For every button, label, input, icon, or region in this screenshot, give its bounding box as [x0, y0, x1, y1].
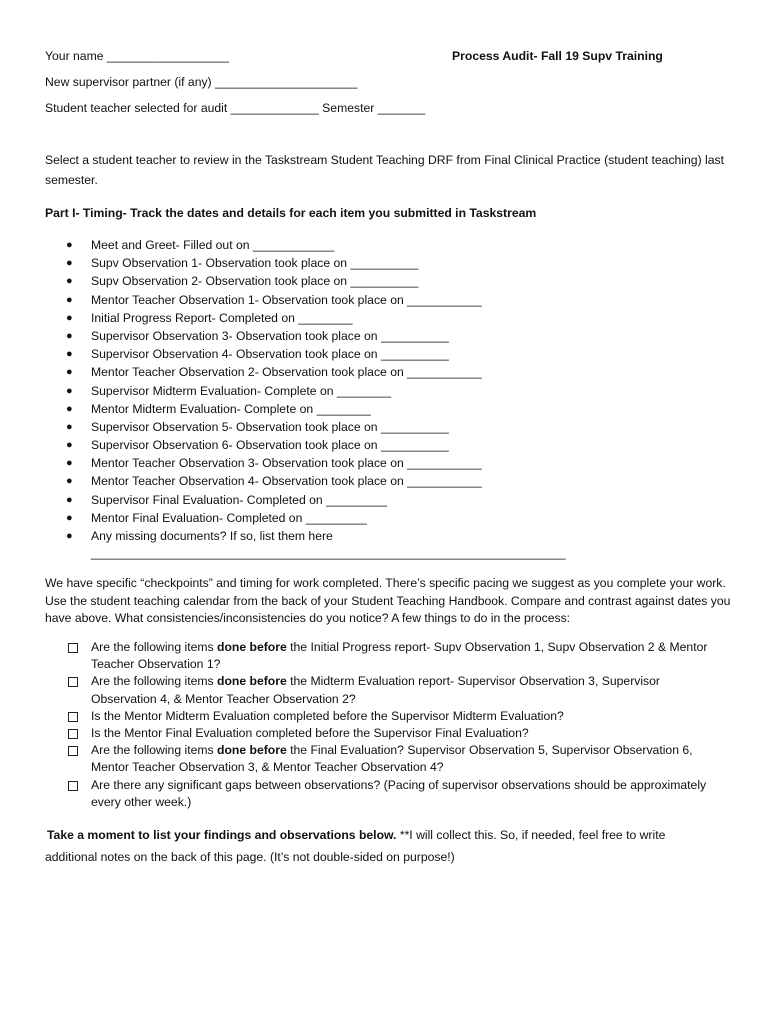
list-item: ● Supervisor Observation 3- Observation took place on __________: [0, 327, 482, 345]
list-item: ● Meet and Greet- Filled out on ____________: [0, 236, 482, 254]
list-item: ● Mentor Teacher Observation 4- Observation took place on ___________: [0, 472, 482, 490]
closing-instruction: Take a moment to list your findings and observations below.: [47, 828, 397, 842]
document-title: Process Audit- Fall 19 Supv Training: [452, 49, 663, 63]
checklist-item: Are there any significant gaps between observations? (Pacing of supervisor observations should be approximately every other week.): [0, 777, 721, 811]
checkbox-icon[interactable]: [68, 746, 78, 756]
checkbox-icon[interactable]: [68, 781, 78, 791]
missing-documents-line: ______________________________________________________________________: [91, 546, 566, 560]
list-item: ● Any missing documents? If so, list them here: [0, 527, 482, 545]
list-item: ● Supervisor Observation 5- Observation took place on __________: [0, 418, 482, 436]
closing-line-2: additional notes on the back of this page. (It’s not double-sided on purpose!): [45, 850, 455, 864]
list-item: ● Mentor Midterm Evaluation- Complete on ________: [0, 400, 482, 418]
list-item: ● Mentor Teacher Observation 1- Observation took place on ___________: [0, 291, 482, 309]
bullet-icon: ●: [66, 329, 73, 342]
list-item: ● Supervisor Observation 4- Observation took place on __________: [0, 345, 482, 363]
checkpoint-list: [0, 639, 740, 811]
bullet-icon: ●: [66, 457, 73, 470]
bullet-icon: ●: [66, 420, 73, 433]
timing-list: [0, 236, 482, 545]
checkbox-icon[interactable]: [68, 729, 78, 739]
bullet-icon: ●: [66, 530, 73, 542]
list-item: ● Supv Observation 1- Observation took place on __________: [0, 254, 482, 272]
closing-line-1: [47, 826, 665, 844]
list-item: ● Supervisor Midterm Evaluation- Complete on ________: [0, 382, 482, 400]
student-teacher-label: Student teacher selected for audit _____________: [45, 101, 323, 115]
bullet-icon: ●: [66, 439, 73, 452]
bullet-icon: ●: [66, 511, 73, 524]
list-item: ● Mentor Final Evaluation- Completed on _________: [0, 509, 482, 527]
checklist-item: Are the following items done before the Midterm Evaluation report- Supervisor Observation 3, Supervisor Observation 4, & Mentor Teacher Observation 2?: [0, 673, 721, 707]
bullet-icon: ●: [66, 311, 73, 324]
your-name-field: Your name __________________: [45, 49, 229, 63]
bullet-icon: ●: [66, 257, 73, 270]
semester-field: Semester _______: [322, 101, 426, 115]
student-teacher-field: [45, 99, 425, 117]
bullet-icon: ●: [66, 402, 73, 415]
closing-note: **I will collect this. So, if needed, feel free to write: [396, 828, 666, 842]
list-item: ● Supervisor Final Evaluation- Completed on _________: [0, 491, 482, 509]
checklist-item: Are the following items done before the Initial Progress report- Supv Observation 1, Supv Observation 2 & Mentor Teacher Observation 1?: [0, 639, 721, 673]
bullet-icon: ●: [66, 348, 73, 361]
checkpoints-paragraph: We have specific “checkpoints” and timing for work completed. There’s specific pacing we suggest as you complete your work. Use the student teaching calendar from the back of your Student Teaching Handbook. Compare and contrast against dates you have above. What consistencies/inconsistencies do you notice? A few things to do in the process:: [45, 576, 731, 625]
list-item: ● Supv Observation 2- Observation took place on __________: [0, 272, 482, 290]
checkbox-icon[interactable]: [68, 712, 78, 722]
checklist-item: Are the following items done before the Final Evaluation? Supervisor Observation 5, Supervisor Observation 6, Mentor Teacher Observation 3, & Mentor Teacher Observation 4?: [0, 742, 721, 776]
supervisor-partner-field: New supervisor partner (if any) _____________________: [45, 75, 358, 89]
part1-heading: Part I- Timing- Track the dates and details for each item you submitted in Taskstream: [45, 206, 537, 220]
bullet-icon: ●: [66, 493, 73, 506]
list-item: ● Initial Progress Report- Completed on ________: [0, 309, 482, 327]
list-item: ● Supervisor Observation 6- Observation took place on __________: [0, 436, 482, 454]
bullet-icon: ●: [66, 475, 73, 488]
list-item: ● Mentor Teacher Observation 3- Observation took place on ___________: [0, 454, 482, 472]
checklist-item: Is the Mentor Final Evaluation completed before the Supervisor Final Evaluation?: [0, 725, 721, 742]
checkbox-icon[interactable]: [68, 643, 78, 653]
checkbox-icon[interactable]: [68, 677, 78, 687]
bullet-icon: ●: [66, 239, 73, 251]
bullet-icon: ●: [66, 384, 73, 397]
bullet-icon: ●: [66, 293, 73, 306]
list-item: ● Mentor Teacher Observation 2- Observation took place on ___________: [0, 363, 482, 381]
bullet-icon: ●: [66, 366, 73, 379]
intro-paragraph: Select a student teacher to review in the Taskstream Student Teaching DRF from Final Clinical Practice (student teaching) last semester.: [45, 153, 724, 187]
bullet-icon: ●: [66, 275, 73, 288]
checklist-item: Is the Mentor Midterm Evaluation completed before the Supervisor Midterm Evaluation?: [0, 708, 721, 725]
